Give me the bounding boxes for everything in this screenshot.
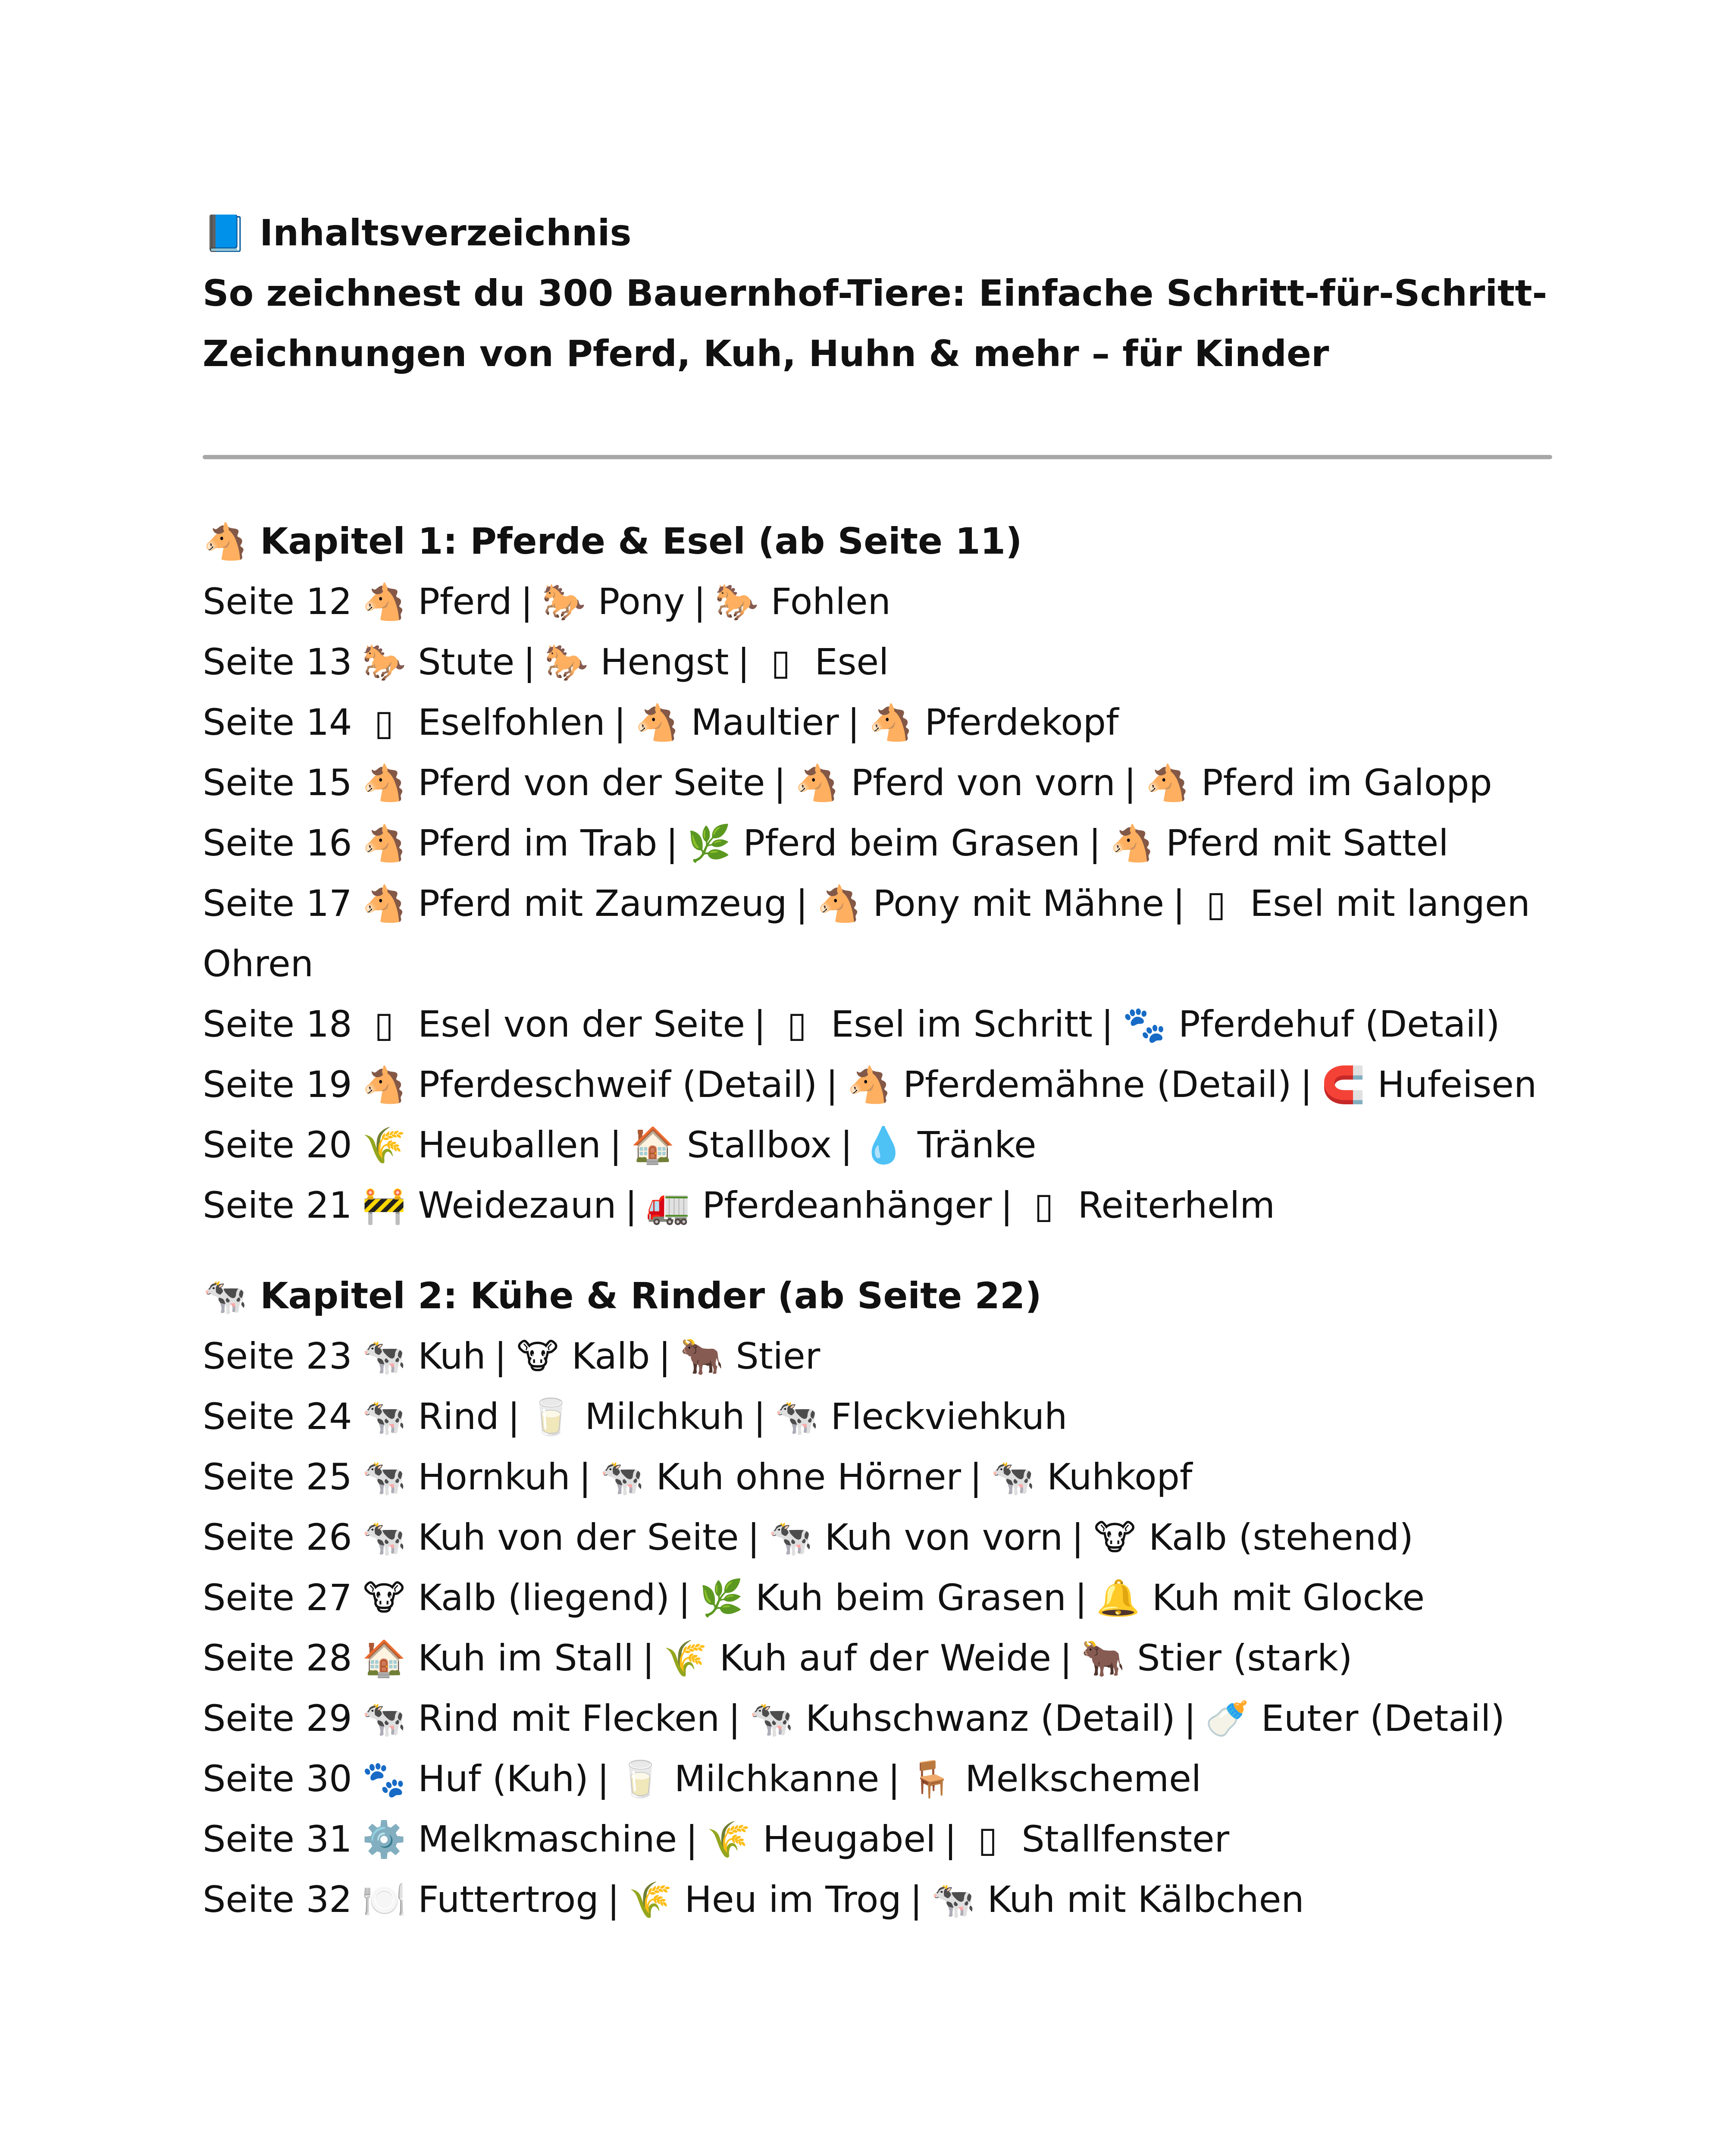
cow-face-icon: 🐮 — [517, 1336, 559, 1377]
horse-face-icon: 🐴 — [203, 521, 247, 562]
entry-label: Kuhkopf — [1047, 1456, 1193, 1498]
sheaf-icon: 🌾 — [628, 1880, 673, 1921]
entry-label: Melkmaschine — [418, 1818, 677, 1860]
toc-entry — [203, 571, 1552, 632]
truck-icon: 🚛 — [646, 1185, 690, 1226]
toc-entry — [203, 994, 1552, 1054]
separator: | — [609, 1124, 622, 1166]
fence-icon: 🚧 — [362, 1185, 406, 1226]
toc-entry — [203, 752, 1552, 813]
entry-label: Stallfenster — [1021, 1818, 1230, 1860]
entry-label: Kuh auf der Weide — [719, 1637, 1052, 1679]
cow-icon: 🐄 — [991, 1457, 1035, 1498]
separator: | — [1000, 1184, 1013, 1226]
entry-label: Milchkuh — [585, 1395, 745, 1438]
milk-glass-icon: 🥛 — [618, 1759, 663, 1800]
blue-book-icon: 📘 — [203, 213, 247, 254]
entry-label: Pferd von der Seite — [418, 761, 765, 804]
entry-label: Kalb — [571, 1335, 650, 1377]
entry-label: Esel — [814, 641, 889, 683]
chapter-section — [203, 511, 1552, 1235]
chapter-title: Kapitel 1: Pferde & Esel (ab Seite 11) — [260, 520, 1022, 562]
entry-label: Kuh mit Glocke — [1152, 1576, 1425, 1619]
entry-label: Kalb (stehend) — [1149, 1516, 1413, 1558]
missing-glyph-icon: ▯ — [1034, 1185, 1054, 1226]
plate-icon: 🍽️ — [362, 1880, 406, 1921]
horse-face-icon: 🐴 — [635, 702, 679, 743]
house-icon: 🏠 — [630, 1125, 675, 1166]
separator: | — [579, 1456, 591, 1498]
separator: | — [1074, 1576, 1087, 1619]
separator: | — [520, 580, 533, 623]
entry-label: Esel mit langen Ohren — [203, 882, 1530, 985]
page-number: Seite 25 — [203, 1456, 352, 1498]
herb-icon: 🌿 — [687, 823, 731, 864]
entry-label: Heugabel — [763, 1818, 936, 1860]
divider — [203, 455, 1552, 459]
separator: | — [774, 761, 786, 804]
horse-face-icon: 🐴 — [362, 823, 406, 864]
page-number: Seite 23 — [203, 1335, 352, 1377]
separator: | — [747, 1516, 760, 1558]
missing-glyph-icon: ▯ — [771, 642, 791, 683]
toc-entry — [203, 873, 1552, 994]
separator: | — [847, 701, 860, 743]
entry-label: Hufeisen — [1377, 1063, 1537, 1106]
herb-icon: 🌿 — [699, 1578, 744, 1619]
missing-glyph-icon: ▯ — [1206, 884, 1226, 924]
page-number: Seite 15 — [203, 761, 352, 804]
entry-label: Pferd — [418, 580, 512, 623]
paw-prints-icon: 🐾 — [362, 1759, 406, 1800]
separator: | — [840, 1124, 853, 1166]
separator: | — [607, 1878, 620, 1921]
horse-icon: 🐎 — [362, 642, 406, 683]
missing-glyph-icon: ▯ — [374, 1004, 394, 1045]
entry-label: Heuballen — [418, 1124, 601, 1166]
stool-icon: 🪑 — [909, 1759, 953, 1800]
entry-label: Stute — [418, 641, 515, 683]
page-number: Seite 14 — [203, 701, 352, 743]
entry-label: Pferd mit Sattel — [1166, 822, 1449, 864]
toc-entry — [203, 1809, 1552, 1869]
entry-label: Huf (Kuh) — [418, 1758, 589, 1800]
entry-label: Eselfohlen — [418, 701, 605, 743]
entry-label: Kuh — [418, 1335, 486, 1377]
separator: | — [625, 1184, 637, 1226]
sheaf-icon: 🌾 — [707, 1819, 751, 1860]
cow-icon: 🐄 — [362, 1457, 406, 1498]
horse-face-icon: 🐴 — [795, 763, 839, 804]
separator: | — [888, 1758, 900, 1800]
separator: | — [970, 1456, 982, 1498]
separator: | — [753, 1395, 766, 1438]
page-number: Seite 29 — [203, 1697, 352, 1739]
separator: | — [494, 1335, 507, 1377]
cow-icon: 🐄 — [749, 1698, 794, 1739]
entry-label: Stier (stark) — [1137, 1637, 1353, 1679]
cow-icon: 🐄 — [362, 1336, 406, 1377]
entry-label: Pferd beim Grasen — [743, 822, 1081, 864]
entry-label: Pferd im Galopp — [1201, 761, 1492, 804]
house-icon: 🏠 — [362, 1638, 406, 1679]
entry-label: Pferd im Trab — [418, 822, 658, 864]
cow-icon: 🐄 — [931, 1880, 976, 1921]
page-number: Seite 32 — [203, 1878, 352, 1921]
entry-label: Esel von der Seite — [418, 1003, 745, 1045]
toc-header — [203, 203, 1552, 384]
toc-title — [203, 203, 1552, 263]
entry-label: Pony mit Mähne — [873, 882, 1165, 924]
entry-label: Fohlen — [770, 580, 891, 623]
horseshoe-magnet-icon: 🧲 — [1321, 1065, 1366, 1106]
toc-entry — [203, 1688, 1552, 1749]
ox-icon: 🐂 — [680, 1336, 724, 1377]
milk-glass-icon: 🥛 — [529, 1397, 573, 1438]
cow-icon: 🐄 — [362, 1517, 406, 1558]
horse-face-icon: 🐴 — [847, 1065, 891, 1106]
entry-label: Tränke — [918, 1124, 1037, 1166]
page-number: Seite 16 — [203, 822, 352, 864]
entry-label: Reiterhelm — [1077, 1184, 1275, 1226]
entry-label: Pferdehuf (Detail) — [1178, 1003, 1500, 1045]
toc-entry — [203, 1749, 1552, 1809]
separator: | — [1071, 1516, 1084, 1558]
entry-label: Kuh ohne Hörner — [656, 1456, 962, 1498]
toc-title-text: Inhaltsverzeichnis — [260, 212, 632, 254]
separator: | — [1060, 1637, 1072, 1679]
toc-entry — [203, 1507, 1552, 1567]
toc-entry — [203, 692, 1552, 752]
entry-label: Fleckviehkuh — [830, 1395, 1068, 1438]
entry-label: Rind — [418, 1395, 499, 1438]
bell-icon: 🔔 — [1096, 1578, 1140, 1619]
separator: | — [523, 641, 536, 683]
gear-icon: ⚙️ — [362, 1819, 406, 1860]
cow-icon: 🐄 — [362, 1698, 406, 1739]
cow-face-icon: 🐮 — [363, 1578, 405, 1619]
entry-label: Pferdekopf — [924, 701, 1119, 743]
cow-icon: 🐄 — [203, 1276, 247, 1317]
entry-label: Kuh im Stall — [418, 1637, 634, 1679]
horse-face-icon: 🐴 — [817, 884, 861, 924]
missing-glyph-icon: ▯ — [374, 702, 394, 743]
separator: | — [910, 1878, 922, 1921]
chapter-title: Kapitel 2: Kühe & Rinder (ab Seite 22) — [260, 1275, 1042, 1317]
toc-entry — [203, 1326, 1552, 1386]
page-number: Seite 30 — [203, 1758, 352, 1800]
page-number: Seite 20 — [203, 1124, 352, 1166]
separator: | — [1089, 822, 1101, 864]
separator: | — [597, 1758, 610, 1800]
toc-entry — [203, 1115, 1552, 1175]
separator: | — [796, 882, 808, 924]
missing-glyph-icon: ▯ — [787, 1004, 807, 1045]
toc-entry — [203, 1447, 1552, 1507]
page-number: Seite 18 — [203, 1003, 352, 1045]
toc-entry — [203, 1567, 1552, 1628]
separator: | — [666, 822, 678, 864]
sheaf-icon: 🌾 — [362, 1125, 406, 1166]
page-number: Seite 12 — [203, 580, 352, 623]
page-number: Seite 19 — [203, 1063, 352, 1106]
page-number: Seite 26 — [203, 1516, 352, 1558]
horse-face-icon: 🐴 — [362, 884, 406, 924]
ox-icon: 🐂 — [1081, 1638, 1125, 1679]
entry-label: Pony — [598, 580, 685, 623]
separator: | — [826, 1063, 838, 1106]
entry-label: Kuh von der Seite — [418, 1516, 739, 1558]
separator: | — [678, 1576, 691, 1619]
entry-label: Stallbox — [686, 1124, 832, 1166]
separator: | — [737, 641, 750, 683]
chapter-section — [203, 1266, 1552, 1930]
cow-icon: 🐄 — [768, 1517, 813, 1558]
separator: | — [1300, 1063, 1312, 1106]
toc-entry — [203, 1628, 1552, 1688]
entry-label: Stier — [736, 1335, 821, 1377]
entry-label: Kuh von vorn — [824, 1516, 1063, 1558]
missing-glyph-icon: ▯ — [978, 1819, 998, 1860]
entry-label: Heu im Trog — [684, 1878, 902, 1921]
entry-label: Kuh mit Kälbchen — [987, 1878, 1304, 1921]
horse-face-icon: 🐴 — [1145, 763, 1190, 804]
entry-label: Pferd mit Zaumzeug — [418, 882, 787, 924]
entry-label: Pferd von vorn — [851, 761, 1115, 804]
entry-label: Melkschemel — [965, 1758, 1202, 1800]
toc-entry — [203, 1869, 1552, 1930]
toc-entry — [203, 1175, 1552, 1235]
separator: | — [614, 701, 626, 743]
book-title-line-1: So zeichnest du 300 Bauernhof-Tiere: Einfache Schritt-für-Schritt- — [203, 272, 1547, 314]
entry-label: Euter (Detail) — [1261, 1697, 1505, 1739]
horse-icon: 🐎 — [544, 642, 589, 683]
book-title-line-2: Zeichnungen von Pferd, Kuh, Huhn & mehr – für Kinder — [203, 332, 1329, 375]
droplet-icon: 💧 — [861, 1125, 906, 1166]
page-number: Seite 24 — [203, 1395, 352, 1438]
entry-label: Pferdemähne (Detail) — [903, 1063, 1292, 1106]
toc-entry — [203, 632, 1552, 692]
page-number: Seite 27 — [203, 1576, 352, 1619]
separator: | — [944, 1818, 957, 1860]
entry-label: Pferdeschweif (Detail) — [418, 1063, 817, 1106]
cow-icon: 🐄 — [362, 1397, 406, 1438]
page-number: Seite 13 — [203, 641, 352, 683]
paw-prints-icon: 🐾 — [1122, 1004, 1167, 1045]
entry-label: Maultier — [691, 701, 839, 743]
separator: | — [1124, 761, 1137, 804]
horse-face-icon: 🐴 — [362, 763, 406, 804]
separator: | — [686, 1818, 698, 1860]
horse-face-icon: 🐴 — [868, 702, 913, 743]
entry-label: Esel im Schritt — [831, 1003, 1093, 1045]
separator: | — [1184, 1697, 1196, 1739]
chapter-heading — [203, 511, 1552, 571]
separator: | — [1101, 1003, 1114, 1045]
entry-label: Hornkuh — [418, 1456, 570, 1498]
entry-label: Kuhschwanz (Detail) — [805, 1697, 1175, 1739]
entry-label: Futtertrog — [418, 1878, 599, 1921]
horse-icon: 🐎 — [714, 582, 759, 623]
toc-entry — [203, 813, 1552, 873]
separator: | — [754, 1003, 766, 1045]
cow-icon: 🐄 — [774, 1397, 819, 1438]
cow-face-icon: 🐮 — [1093, 1517, 1136, 1558]
chapter-list — [203, 511, 1552, 1930]
page-number: Seite 28 — [203, 1637, 352, 1679]
entry-label: Rind mit Flecken — [418, 1697, 720, 1739]
toc-page — [203, 203, 1552, 1930]
entry-label: Milchkanne — [674, 1758, 880, 1800]
separator: | — [1173, 882, 1185, 924]
horse-face-icon: 🐴 — [362, 582, 406, 623]
horse-icon: 🐎 — [542, 582, 586, 623]
sheaf-icon: 🌾 — [663, 1638, 708, 1679]
page-number: Seite 21 — [203, 1184, 352, 1226]
separator: | — [658, 1335, 671, 1377]
separator: | — [728, 1697, 741, 1739]
entry-label: Hengst — [600, 641, 729, 683]
separator: | — [507, 1395, 520, 1438]
page-number: Seite 31 — [203, 1818, 352, 1860]
entry-label: Pferdeanhänger — [702, 1184, 992, 1226]
entry-label: Weidezaun — [418, 1184, 617, 1226]
bottle-icon: 🍼 — [1205, 1698, 1250, 1739]
toc-entry — [203, 1054, 1552, 1115]
separator: | — [693, 580, 706, 623]
horse-face-icon: 🐴 — [362, 1065, 406, 1106]
entry-label: Kuh beim Grasen — [755, 1576, 1066, 1619]
separator: | — [642, 1637, 655, 1679]
horse-face-icon: 🐴 — [1110, 823, 1154, 864]
cow-icon: 🐄 — [600, 1457, 644, 1498]
entry-label: Kalb (liegend) — [418, 1576, 670, 1619]
page-number: Seite 17 — [203, 882, 352, 924]
chapter-heading — [203, 1266, 1552, 1326]
toc-entry — [203, 1386, 1552, 1447]
